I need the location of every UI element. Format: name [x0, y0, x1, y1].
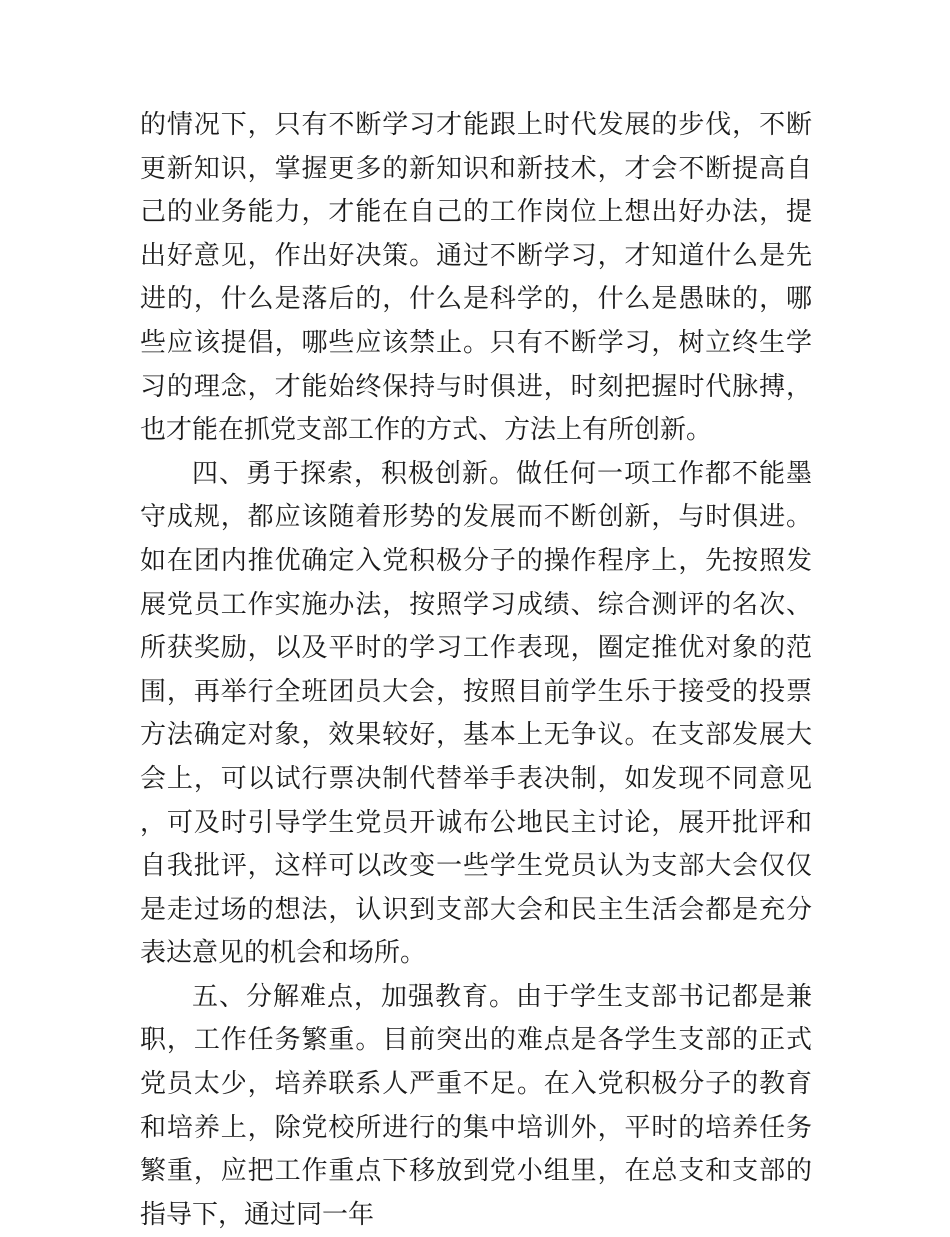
paragraph-section-four: 四、勇于探索，积极创新。做任何一项工作都不能墨守成规，都应该随着形势的发展而不断创新，与时俱进。如在团内推优确定入党积极分子的操作程序上，先按照发展党员工作实施办法，按照学习成绩、综合测评的名次、所获奖励，以及平时的学习工作表现，圈定推优对象的范围，再举行全班团员大会，按照目前学生乐于接受的投票方法确定对象，效果较好，基本上无争议。在支部发展大会上，可以试行票决制代替举手表决制，如发现不同意见，可及时引导学生党员开诚布公地民主讨论，展开批评和自我批评，这样可以改变一些学生党员认为支部大会仅仅是走过场的想法，认识到支部大会和民主生活会都是充分表达意见的机会和场所。 — [140, 458, 812, 969]
paragraph-continued: 的情况下，只有不断学习才能跟上时代发展的步伐，不断更新知识，掌握更多的新知识和新技术，才会不断提高自己的业务能力，才能在自己的工作岗位上想出好办法，提出好意见，作出好决策。通过不断学习，才知道什么是先进的，什么是落后的，什么是科学的，什么是愚昧的，哪些应该提倡，哪些应该禁止。只有不断学习，树立终生学习的理念，才能始终保持与时俱进，时刻把握时代脉搏，也才能在抓党支部工作的方式、方法上有所创新。 — [140, 110, 812, 446]
document-body — [140, 104, 812, 1237]
paragraph-section-five: 五、分解难点，加强教育。由于学生支部书记都是兼职，工作任务繁重。目前突出的难点是各学生支部的正式党员太少，培养联系人严重不足。在入党积极分子的教育和培养上，除党校所进行的集中培训外，平时的培养任务繁重，应把工作重点下移放到党小组里，在总支和支部的指导下，通过同一年 — [140, 981, 812, 1230]
